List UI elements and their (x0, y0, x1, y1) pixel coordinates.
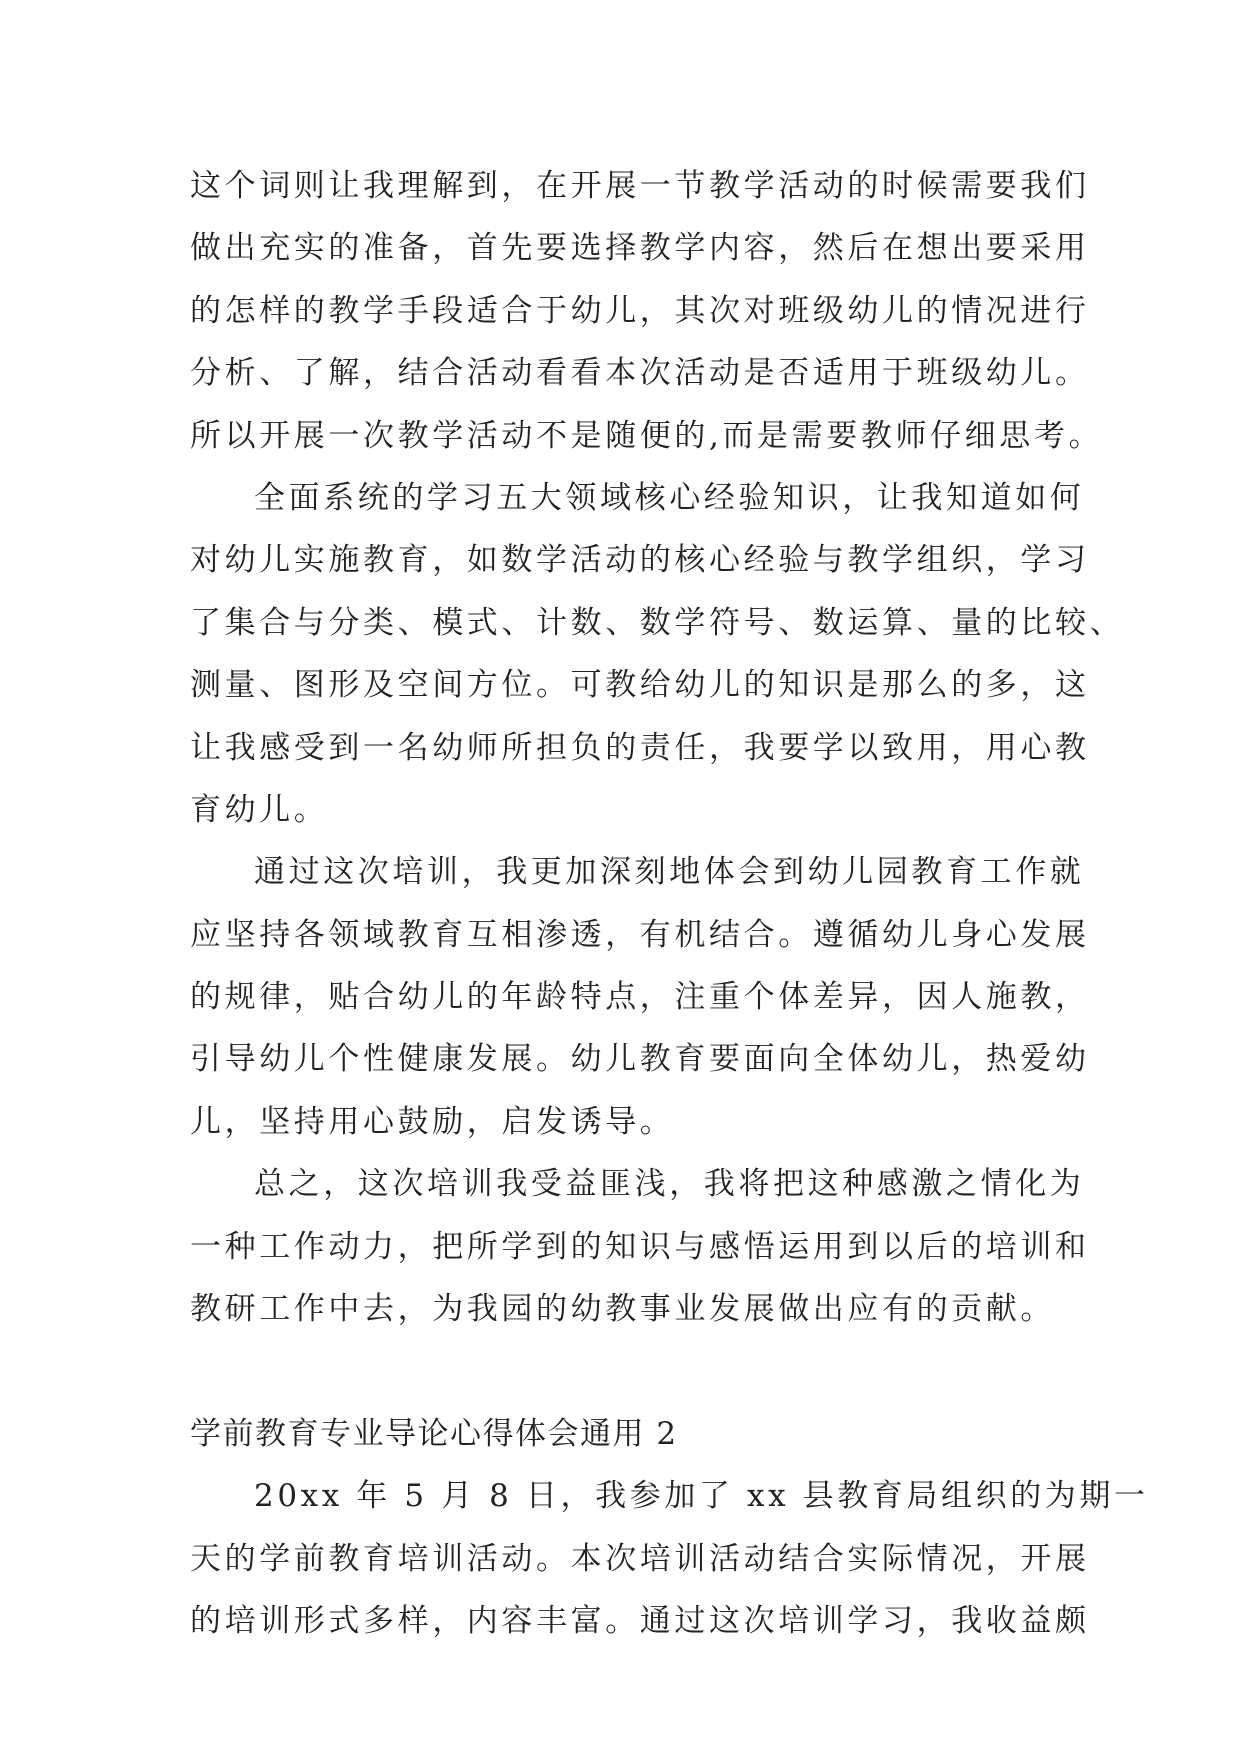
paragraph-line: 一种工作动力，把所学到的知识与感悟运用到以后的培训和 (190, 1228, 1090, 1265)
paragraph-line: 对幼儿实施教育，如数学活动的核心经验与教学组织，学习 (190, 542, 1090, 579)
document-body (190, 155, 1149, 1652)
paragraph-line: 的规律，贴合幼儿的年龄特点，注重个体差异，因人施教， (190, 979, 1090, 1016)
paragraph-line: 分析、了解，结合活动看看本次活动是否适用于班级幼儿。 (190, 355, 1090, 392)
paragraph-line: 测量、图形及空间方位。可教给幼儿的知识是那么的多，这 (190, 667, 1090, 704)
paragraph-line: 20xx 年 5 月 8 日，我参加了 xx 县教育局组织的为期一 (254, 1478, 1149, 1515)
paragraph-line: 做出充实的准备，首先要选择教学内容，然后在想出要采用 (190, 230, 1090, 267)
section-heading: 学前教育专业导论心得体会通用 2 (190, 1415, 678, 1452)
paragraph-line: 育幼儿。 (190, 791, 329, 828)
paragraph-1 (190, 155, 1104, 467)
paragraph-line: 的怎样的教学手段适合于幼儿，其次对班级幼儿的情况进行 (190, 292, 1090, 329)
paragraph-line: 总之，这次培训我受益匪浅，我将把这种感激之情化为 (254, 1166, 1085, 1203)
paragraph-spacer (190, 1340, 1070, 1402)
paragraph-line: 通过这次培训，我更加深刻地体会到幼儿园教育工作就 (254, 854, 1085, 891)
paragraph-line: 应坚持各领域教育互相渗透，有机结合。遵循幼儿身心发展 (190, 916, 1090, 953)
paragraph-line: 了集合与分类、模式、计数、数学符号、数运算、量的比较、 (190, 604, 1125, 641)
paragraph-4 (190, 1153, 1090, 1340)
paragraph-line: 让我感受到一名幼师所担负的责任，我要学以致用，用心教 (190, 729, 1090, 766)
paragraph-line: 所以开展一次教学活动不是随便的,而是需要教师仔细思考。 (190, 417, 1104, 454)
paragraph-5 (190, 1465, 1149, 1652)
paragraph-line: 教研工作中去，为我园的幼教事业发展做出应有的贡献。 (190, 1291, 1055, 1328)
paragraph-line: 这个词则让我理解到，在开展一节教学活动的时候需要我们 (190, 168, 1090, 204)
paragraph-line: 全面系统的学习五大领域核心经验知识，让我知道如何 (254, 479, 1085, 516)
paragraph-line: 天的学前教育培训活动。本次培训活动结合实际情况，开展 (190, 1540, 1090, 1577)
paragraph-2 (190, 467, 1125, 841)
paragraph-3 (190, 841, 1090, 1153)
paragraph-line: 儿，坚持用心鼓励，启发诱导。 (190, 1103, 675, 1140)
paragraph-line: 的培训形式多样，内容丰富。通过这次培训学习，我收益颇 (190, 1602, 1090, 1639)
paragraph-line: 引导幼儿个性健康发展。幼儿教育要面向全体幼儿，热爱幼 (190, 1041, 1090, 1078)
